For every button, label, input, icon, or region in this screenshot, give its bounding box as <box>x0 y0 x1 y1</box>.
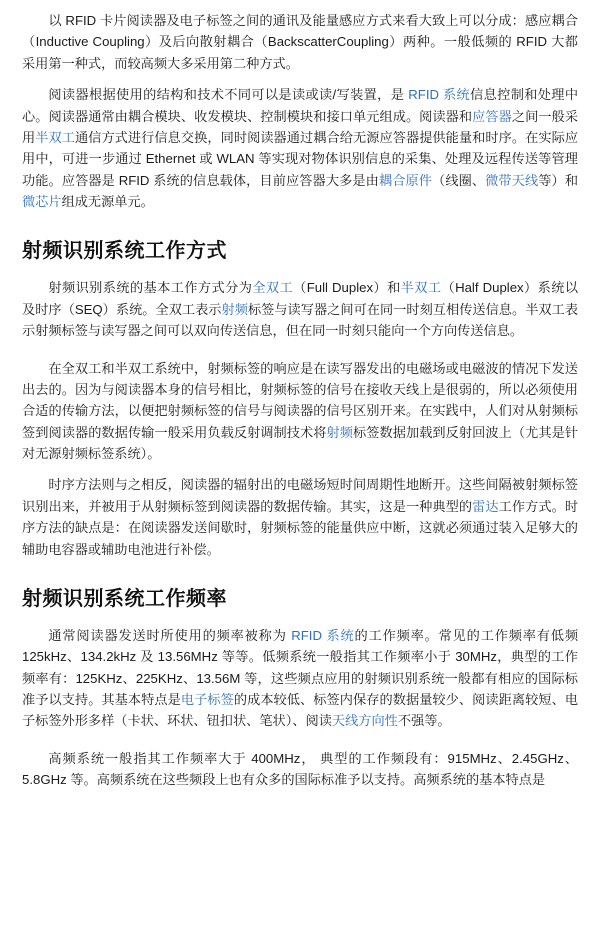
intro-section <box>22 10 578 212</box>
inline-link[interactable]: 微芯片 <box>22 194 62 209</box>
inline-link[interactable]: 应答器 <box>472 108 512 124</box>
inline-link[interactable]: 半双工 <box>35 129 75 145</box>
paragraph-sequential-method: 时序方法则与之相反，阅读器的辐射出的电磁场短时间周期性地断开。这些间隔被射频标签识别出来，并被用于从射频标签到阅读器的数据传输。其实，这是一种典型的雷达工作方式。时序方法的缺点是：在阅读器发送间歇时，射频标签的能量供应中断，这就必须通过装入足够大的辅助电容器或辅助电池进行补偿。 <box>22 477 579 557</box>
paragraph-high-frequency: 高频系统一般指其工作频率大于 400MHz， 典型的工作频段有：915MHz、2.45GHz、5.8GHz 等。高频系统在这些频段上也有众多的国际标准予以支持。高频系统的基本特点是 <box>22 750 578 788</box>
paragraph-coupling-intro: 以 RFID 卡片阅读器及电子标签之间的通讯及能量感应方式来看大致上可以分成：感应耦合（Inductive Coupling）及后向散射耦合（BackscatterCoupling）两种。一般低频的 RFID 大都采用第一种式，而较高频大多采用第二种方式。 <box>22 13 578 71</box>
inline-link[interactable]: 全双工 <box>252 280 294 296</box>
inline-link[interactable]: 半双工 <box>400 280 442 296</box>
page-heading-working-frequency: 射频识别系统工作频率 <box>22 587 227 610</box>
section-working-mode <box>22 277 578 560</box>
inline-link[interactable]: 射频 <box>326 424 353 440</box>
inline-link[interactable]: RFID 系统 <box>408 87 471 103</box>
inline-link[interactable]: 电子标签 <box>180 692 234 707</box>
section-working-frequency <box>22 625 578 791</box>
inline-link[interactable]: 耦合原件 <box>378 172 433 188</box>
paragraph-backscatter-modulation: 在全双工和半双工系统中，射频标签的响应是在读写器发出的电磁场或电磁波的情况下发送出去的。因为与阅读器本身的信号相比，射频标签的信号在接收天线上是很弱的，所以必须使用合适的传输方法，以便把射频标签的信号与阅读器的信号区别开来。在实践中，人们对从射频标签到阅读器的数据传输一般采用负载反射调制技术将射频标签数据加载到反射回波上（尤其是针对无源射频标签系统）。 <box>22 360 579 461</box>
paragraph-duplex-modes: 射频识别系统的基本工作方式分为全双工（Full Duplex）和半双工（Half Duplex）系统以及时序（SEQ）系统。全双工表示射频标签与读写器之间可在同一时刻互相传送信息。半双工表示射频标签与读写器之间可以双向传送信息，但在同一时刻只能向一个方向传送信息。 <box>22 280 579 339</box>
paragraph-reader-structure: 阅读器根据使用的结构和技术不同可以是读或读/写装置，是 RFID 系统信息控制和处理中心。阅读器通常由耦合模块、收发模块、控制模块和接口单元组成。阅读器和应答器之间一般采用半双工通信方式进行信息交换，同时阅读器通过耦合给无源应答器提供能量和时序。在实际应用中，可进一步通过 Ethernet 或 WLAN 等实现对物体识别信息的采集、处理及远程传送等管理功能。应答器是 RFID 系统的信息载体，目前应答器大多是由耦合原件（线圈、微带天线等）和微芯片组成无源单元。 <box>22 87 579 209</box>
paragraph-low-frequency: 通常阅读器发送时所使用的频率被称为 RFID 系统的工作频率。常见的工作频率有低频125kHz、134.2kHz 及 13.56MHz 等等。低频系统一般指其工作频率小于 30MHz，典型的工作频率有：125KHz、225KHz、13.56M 等，这些频点应用的射频识别系统一般都有相应的国际标准予以支持。其基本特点是电子标签的成本较低、标签内保存的数据量较少、阅读距离较短、电子标签外形多样（卡状、环状、钮扣状、笔状）、阅读天线方向性不强等。 <box>22 627 579 729</box>
inline-link[interactable]: 微带天线 <box>485 172 539 188</box>
inline-link[interactable]: 天线方向性 <box>331 713 398 729</box>
inline-link[interactable]: 射频 <box>221 301 248 317</box>
page-heading-working-mode: 射频识别系统工作方式 <box>22 240 227 263</box>
inline-link[interactable]: RFID 系统 <box>291 627 355 643</box>
inline-link[interactable]: 雷达 <box>472 498 499 514</box>
